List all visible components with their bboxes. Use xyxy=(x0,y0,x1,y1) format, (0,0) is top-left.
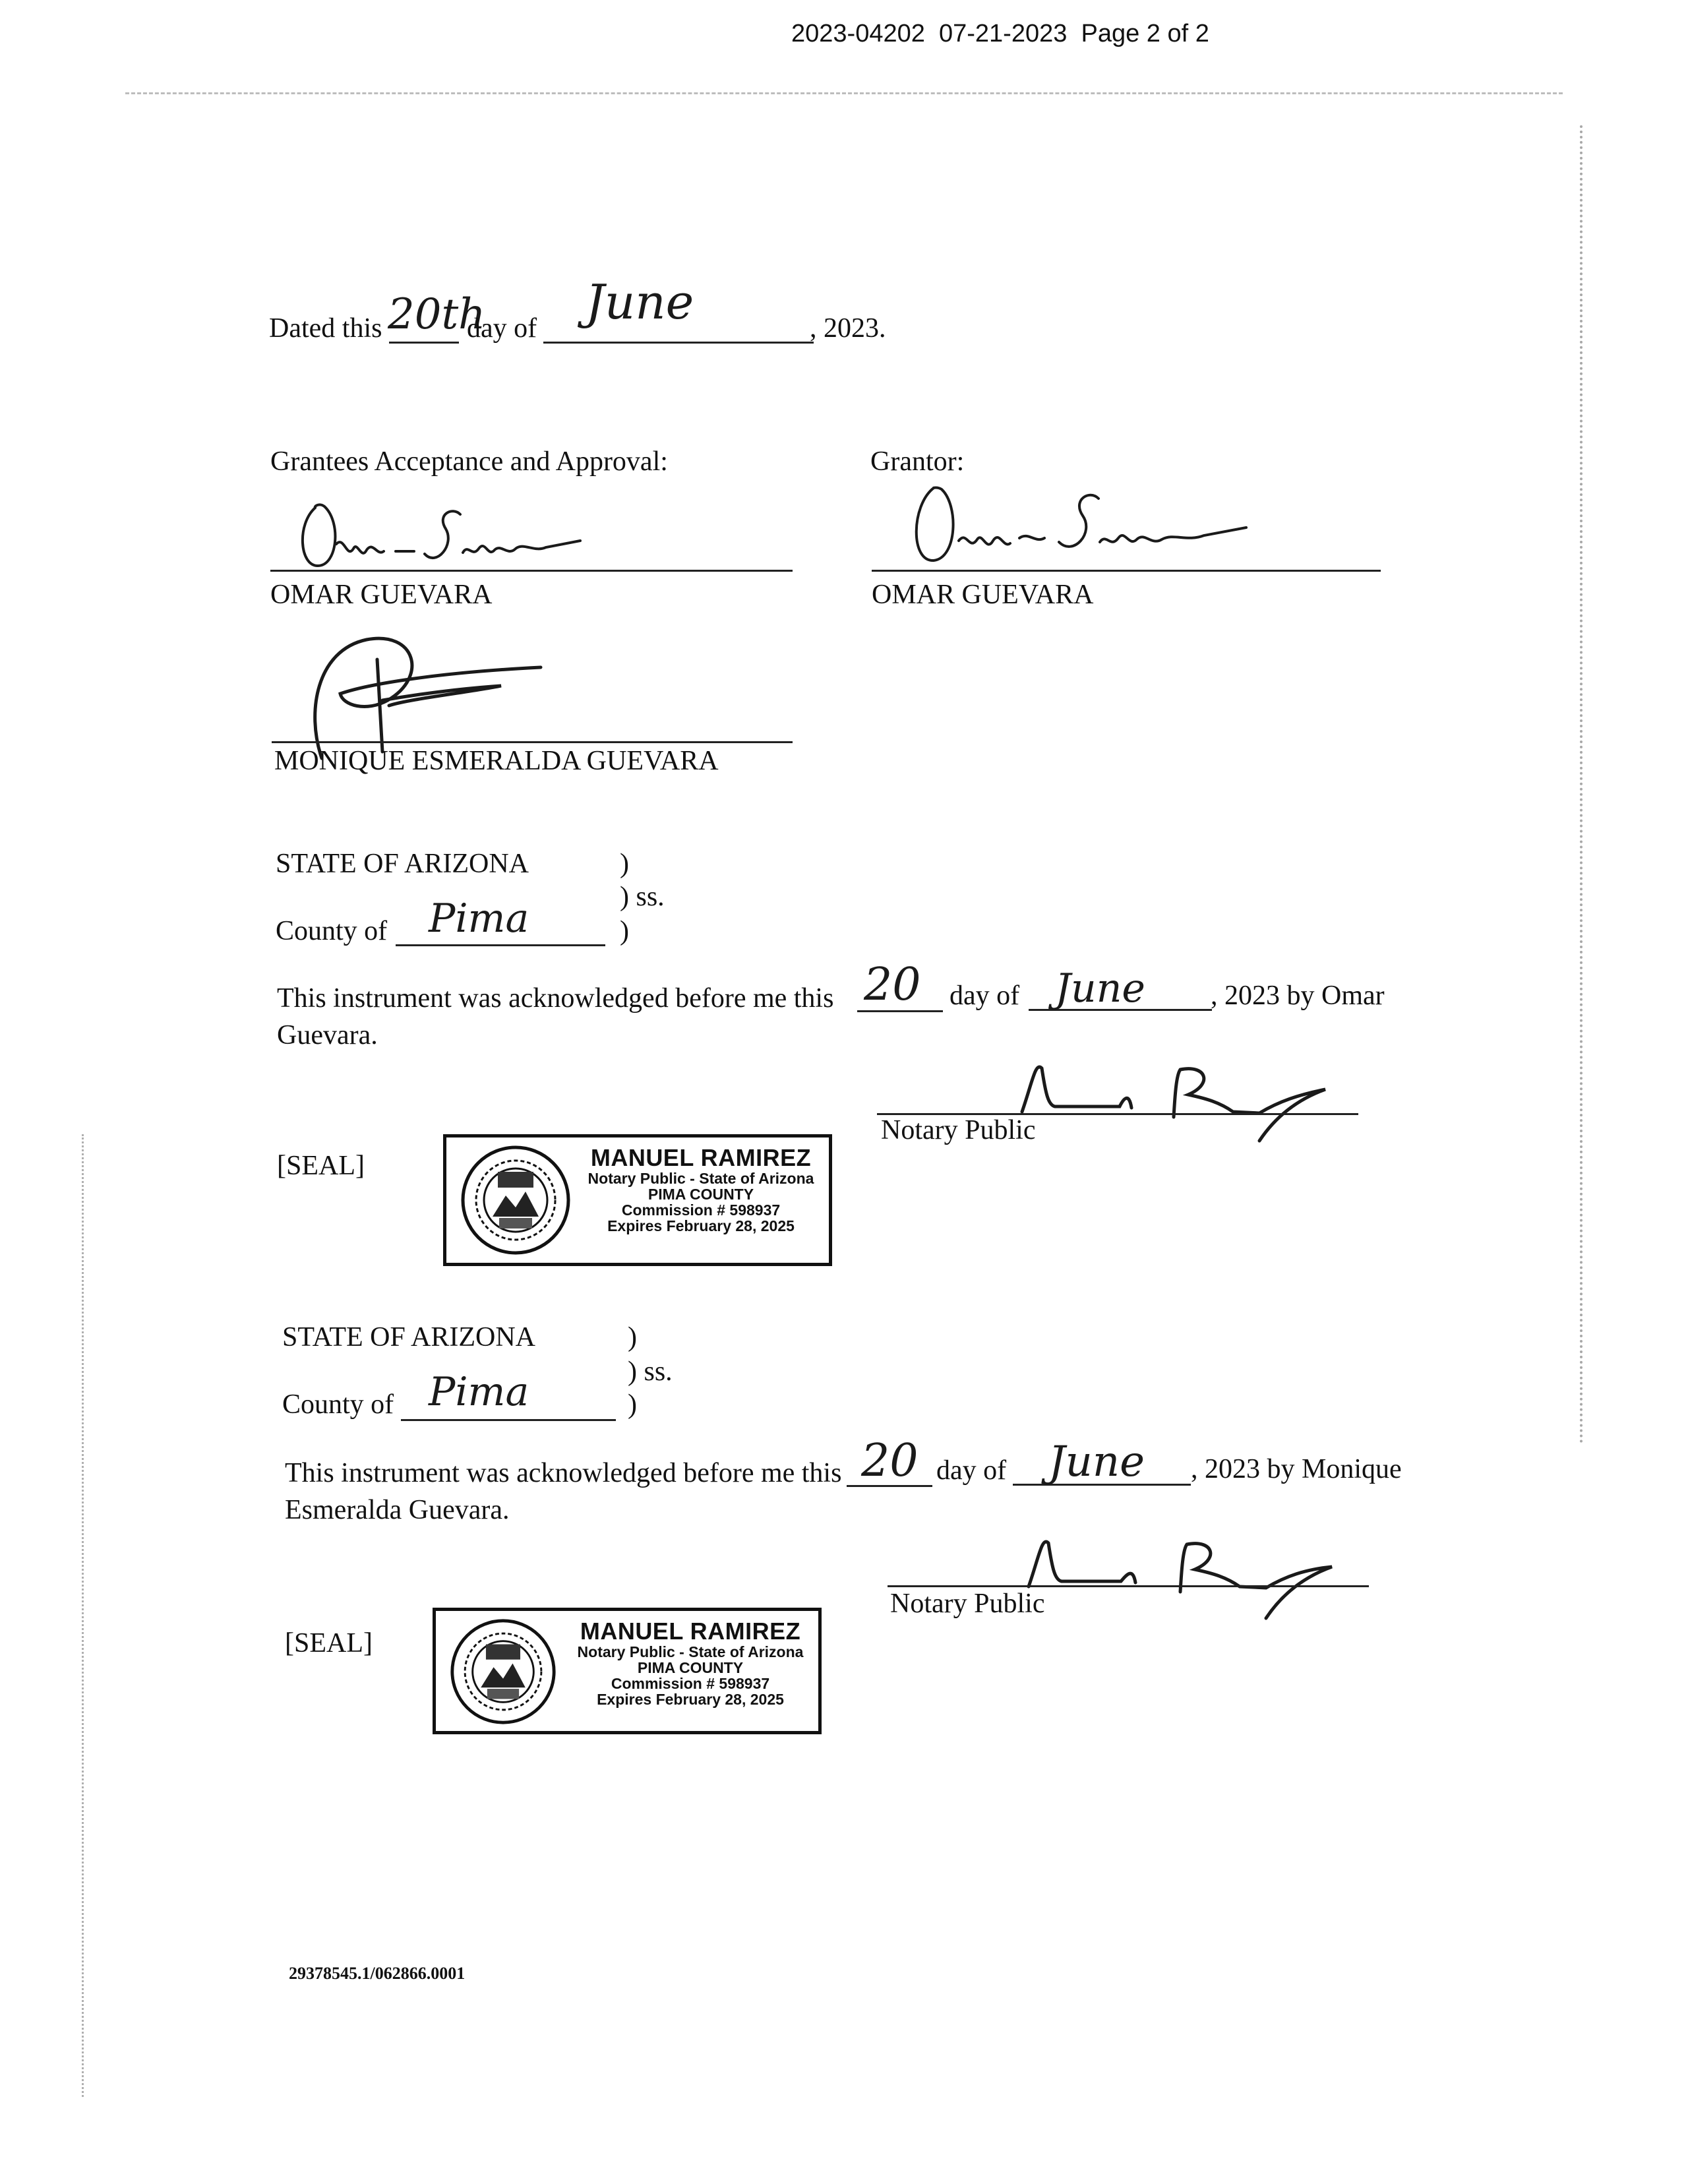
notary1-seal-label: [SEAL] xyxy=(277,1151,365,1181)
notary1-paren3: ) xyxy=(620,916,629,946)
notary1-county-handwritten: Pima xyxy=(429,895,529,942)
notary2-stamp-name: MANUEL RAMIREZ xyxy=(580,1618,801,1645)
dated-month-handwritten: June xyxy=(586,274,694,330)
grantor-signature xyxy=(903,475,1273,574)
notary2-ss: ) ss. xyxy=(628,1356,673,1387)
notary2-stamp-line3: Commission # 598937 xyxy=(611,1675,770,1693)
grantee1-signature-line xyxy=(270,570,793,572)
notary1-stamp-line2: PIMA COUNTY xyxy=(648,1185,754,1203)
grantees-heading: Grantees Acceptance and Approval: xyxy=(270,446,668,477)
scan-right-edge xyxy=(1580,125,1582,1444)
notary1-ack-day-handwritten: 20 xyxy=(864,959,921,1011)
notary1-stamp xyxy=(443,1134,832,1266)
notary1-ack-month-handwritten: June xyxy=(1055,965,1145,1012)
dated-month-blank xyxy=(543,342,814,344)
notary1-county-prefix: County of xyxy=(276,916,388,946)
notary2-ack-prefix: This instrument was acknowledged before me this xyxy=(285,1458,842,1488)
dated-day-handwritten: 20th xyxy=(388,290,486,339)
dated-middle: day of xyxy=(467,313,537,344)
notary2-stamp-line2: PIMA COUNTY xyxy=(637,1658,744,1676)
scan-top-edge xyxy=(125,92,1563,94)
notary1-ack-suffix: , 2023 by Omar xyxy=(1211,981,1385,1011)
notary2-paren1: ) xyxy=(628,1322,637,1352)
grantor-name: OMAR GUEVARA xyxy=(872,580,1094,610)
grantee1-name: OMAR GUEVARA xyxy=(270,580,493,610)
notary1-stamp-line4: Expires February 28, 2025 xyxy=(607,1217,795,1235)
notary1-ack-middle: day of xyxy=(950,981,1020,1011)
notary2-county-handwritten: Pima xyxy=(429,1369,529,1415)
notary1-signature xyxy=(982,1055,1365,1154)
notary2-ack-line2: Esmeralda Guevara. xyxy=(285,1495,510,1525)
notary1-stamp-line3: Commission # 598937 xyxy=(621,1201,781,1219)
notary2-stamp-line4: Expires February 28, 2025 xyxy=(597,1691,784,1709)
dated-day-blank xyxy=(389,342,459,344)
notary1-stamp-name: MANUEL RAMIREZ xyxy=(590,1144,812,1171)
notary1-ack-line2: Guevara. xyxy=(277,1020,378,1050)
notary2-ack-suffix: , 2023 by Monique xyxy=(1191,1454,1402,1484)
grantor-signature-line xyxy=(872,570,1381,572)
notary2-ack-month-handwritten: June xyxy=(1048,1438,1145,1486)
notary2-signature xyxy=(989,1530,1372,1629)
notary1-ss: ) ss. xyxy=(620,882,665,912)
notary1-state: STATE OF ARIZONA xyxy=(276,849,529,879)
notary2-notary-label: Notary Public xyxy=(890,1589,1045,1619)
notary2-stamp xyxy=(433,1608,822,1734)
arizona-seal-icon xyxy=(449,1618,557,1726)
notary2-ack-middle: day of xyxy=(936,1455,1007,1486)
notary2-paren3: ) xyxy=(628,1389,637,1420)
dated-suffix: , 2023. xyxy=(810,313,886,344)
scan-left-edge xyxy=(82,1134,84,2097)
notary2-stamp-line1: Notary Public - State of Arizona xyxy=(577,1643,804,1660)
notary1-county-blank xyxy=(396,944,605,946)
recording-info: 2023-04202 07-21-2023 Page 2 of 2 xyxy=(791,20,1209,47)
grantor-heading: Grantor: xyxy=(870,446,965,477)
notary1-notary-label: Notary Public xyxy=(881,1115,1036,1145)
grantee1-signature xyxy=(290,488,620,580)
notary2-county-blank xyxy=(401,1419,616,1421)
notary1-ack-prefix: This instrument was acknowledged before me this xyxy=(277,983,834,1014)
notary1-paren1: ) xyxy=(620,849,629,879)
notary2-county-prefix: County of xyxy=(282,1389,394,1420)
footer-doc-id: 29378545.1/062866.0001 xyxy=(289,1964,466,1983)
notary2-signature-line xyxy=(888,1585,1369,1587)
grantee2-name: MONIQUE ESMERALDA GUEVARA xyxy=(274,746,719,776)
notary2-seal-label: [SEAL] xyxy=(285,1628,373,1658)
notary1-stamp-line1: Notary Public - State of Arizona xyxy=(588,1169,814,1187)
arizona-seal-icon xyxy=(460,1144,572,1256)
notary2-ack-day-handwritten: 20 xyxy=(861,1435,919,1487)
dated-prefix: Dated this xyxy=(269,313,382,344)
grantee2-signature-line xyxy=(272,741,793,743)
notary2-state: STATE OF ARIZONA xyxy=(282,1322,535,1352)
